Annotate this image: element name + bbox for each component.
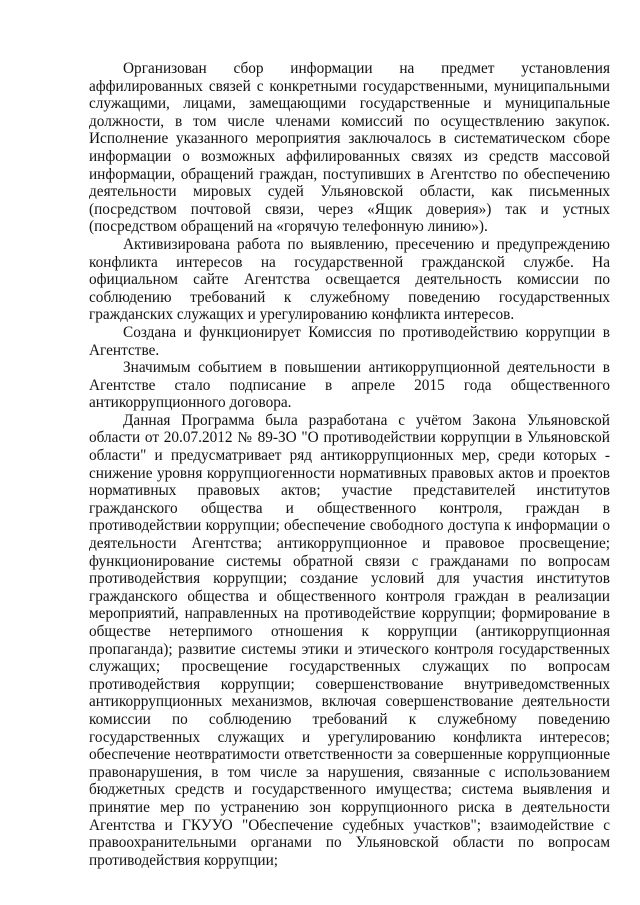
paragraph-public-agreement: Значимым событием в повышении антикоррупционной деятельности в Агентстве стало подписание в апреле 2015 года общественного антикоррупционного договора. xyxy=(89,359,610,412)
document-body xyxy=(89,60,610,869)
paragraph-program-measures: Данная Программа была разработана с учётом Закона Ульяновской области от 20.07.2012 № 89-ЗО "О противодействии коррупции в Ульяновской области" и предусматривает ряд антикоррупционных мер, среди которых - снижение уровня коррупциогенности нормативных правовых актов и проектов нормативных правовых актов; участие представителей институтов гражданского общества и общественного контроля, граждан в противодействии коррупции; обеспечение свободного доступа к информации о деятельности Агентства; антикоррупционное и правовое просвещение; функционирование системы обратной связи с гражданами по вопросам противодействия коррупции; создание условий для участия институтов гражданского общества и общественного контроля граждан в реализации мероприятий, направленных на противодействие коррупции; формирование в обществе нетерпимого отношения к коррупции (антикоррупционная пропаганда); развитие системы этики и этического контроля государственных служащих; просвещение государственных служащих по вопросам противодействия коррупции; совершенствование внутриведомственных антикоррупционных механизмов, включая совершенствование деятельности комиссии по соблюдению требований к служебному поведению государственных служащих и урегулированию конфликта интересов; обеспечение неотвратимости ответственности за совершенные коррупционные правонарушения, в том числе за нарушения, связанные с использованием бюджетных средств и государственного имущества; система выявления и принятие мер по устранению зон коррупционного риска в деятельности Агентства и ГКУУО "Обеспечение судебных участков"; взаимодействие с правоохранительными органами по Ульяновской области по вопросам противодействия коррупции; xyxy=(89,411,610,869)
paragraph-affiliation-info: Организован сбор информации на предмет установления аффилированных связей с конкретными государственными, муниципальными служащими, лицами, замещающими государственные и муниципальные должности, в том числе членами комиссий по осуществлению закупок. Исполнение указанного мероприятия заключалось в систематическом сборе информации о возможных аффилированных связях из средств массовой информации, обращений граждан, поступивших в Агентство по обеспечению деятельности мировых судей Ульяновской области, как письменных (посредством почтовой связи, через «Ящик доверия») так и устных (посредством обращений на «горячую телефонную линию»). xyxy=(89,60,610,236)
paragraph-commission: Создана и функционирует Комиссия по противодействию коррупции в Агентстве. xyxy=(89,323,610,359)
paragraph-conflict-of-interest: Активизирована работа по выявлению, пресечению и предупреждению конфликта интересов на государственной гражданской службе. На официальном сайте Агентства освещается деятельность комиссии по соблюдению требований к служебному поведению государственных гражданских служащих и урегулированию конфликта интересов. xyxy=(89,235,610,324)
